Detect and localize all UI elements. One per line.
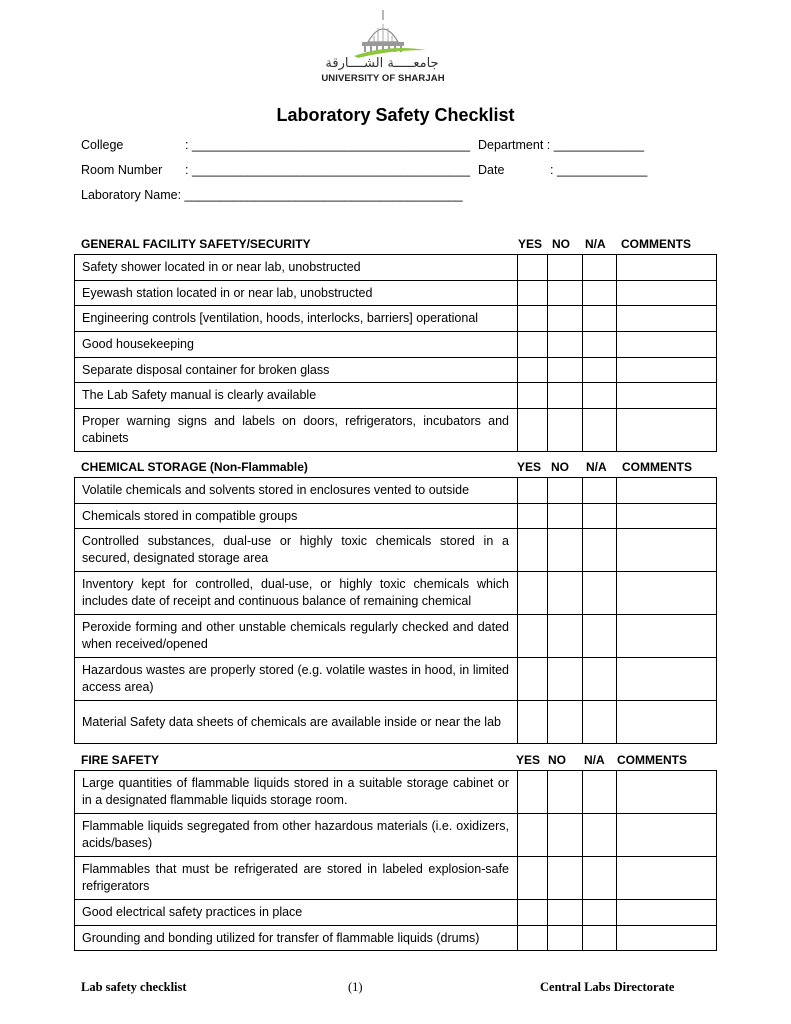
checklist-item: Separate disposal container for broken glass (75, 357, 518, 383)
col-no: NO (551, 460, 569, 474)
comments-cell[interactable] (617, 857, 717, 900)
table-row (75, 925, 717, 951)
na-checkbox[interactable] (583, 771, 617, 814)
yes-checkbox[interactable] (518, 503, 548, 529)
comments-cell[interactable] (617, 306, 717, 332)
checklist-item: Material Safety data sheets of chemicals are available inside or near the lab (75, 701, 518, 744)
yes-checkbox[interactable] (518, 900, 548, 926)
table-row (75, 658, 717, 701)
no-checkbox[interactable] (548, 771, 583, 814)
no-checkbox[interactable] (548, 701, 583, 744)
yes-checkbox[interactable] (518, 332, 548, 358)
na-checkbox[interactable] (583, 409, 617, 452)
checklist-item: Good housekeeping (75, 332, 518, 358)
department-field[interactable]: Department : _____________ (478, 138, 645, 152)
table-row (75, 280, 717, 306)
table-row (75, 900, 717, 926)
comments-cell[interactable] (617, 255, 717, 281)
na-checkbox[interactable] (583, 529, 617, 572)
comments-cell[interactable] (617, 572, 717, 615)
comments-cell[interactable] (617, 771, 717, 814)
col-yes: YES (517, 460, 542, 474)
yes-checkbox[interactable] (518, 529, 548, 572)
comments-cell[interactable] (617, 280, 717, 306)
table-row (75, 529, 717, 572)
comments-cell[interactable] (617, 615, 717, 658)
comments-cell[interactable] (617, 814, 717, 857)
yes-checkbox[interactable] (518, 478, 548, 504)
checklist-item: Engineering controls [ventilation, hoods, interlocks, barriers] operational (75, 306, 518, 332)
no-checkbox[interactable] (548, 615, 583, 658)
table-row (75, 332, 717, 358)
yes-checkbox[interactable] (518, 572, 548, 615)
no-checkbox[interactable] (548, 529, 583, 572)
table-row (75, 503, 717, 529)
no-checkbox[interactable] (548, 857, 583, 900)
checklist-item: Proper warning signs and labels on doors, refrigerators, incubators and cabinets (75, 409, 518, 452)
table-row (75, 857, 717, 900)
comments-cell[interactable] (617, 900, 717, 926)
footer-left: Lab safety checklist (81, 980, 187, 994)
no-checkbox[interactable] (548, 900, 583, 926)
checklist-item: Safety shower located in or near lab, unobstructed (75, 255, 518, 281)
section-title-fire: FIRE SAFETY (81, 753, 160, 767)
yes-checkbox[interactable] (518, 357, 548, 383)
no-checkbox[interactable] (548, 658, 583, 701)
page-title: Laboratory Safety Checklist (276, 105, 515, 125)
col-na: N/A (585, 237, 606, 251)
date-field[interactable]: : _____________ (550, 163, 648, 177)
yes-checkbox[interactable] (518, 771, 548, 814)
no-checkbox[interactable] (548, 503, 583, 529)
yes-checkbox[interactable] (518, 615, 548, 658)
yes-checkbox[interactable] (518, 925, 548, 951)
no-checkbox[interactable] (548, 409, 583, 452)
yes-checkbox[interactable] (518, 409, 548, 452)
yes-checkbox[interactable] (518, 701, 548, 744)
no-checkbox[interactable] (548, 306, 583, 332)
na-checkbox[interactable] (583, 306, 617, 332)
na-checkbox[interactable] (583, 383, 617, 409)
section-title-general: GENERAL FACILITY SAFETY/SECURITY (81, 237, 311, 251)
no-checkbox[interactable] (548, 478, 583, 504)
col-comments: COMMENTS (617, 753, 687, 767)
na-checkbox[interactable] (583, 925, 617, 951)
checklist-item: Good electrical safety practices in place (75, 900, 518, 926)
na-checkbox[interactable] (583, 478, 617, 504)
laboratory-name-field[interactable]: Laboratory Name: ________________________________________ (81, 188, 463, 202)
col-na: N/A (584, 753, 605, 767)
dome-icon (354, 10, 426, 58)
yes-checkbox[interactable] (518, 857, 548, 900)
comments-cell[interactable] (617, 503, 717, 529)
yes-checkbox[interactable] (518, 255, 548, 281)
comments-cell[interactable] (617, 332, 717, 358)
yes-checkbox[interactable] (518, 658, 548, 701)
checklist-item: Volatile chemicals and solvents stored in enclosures vented to outside (75, 478, 518, 504)
col-comments: COMMENTS (621, 237, 691, 251)
na-checkbox[interactable] (583, 701, 617, 744)
na-checkbox[interactable] (583, 503, 617, 529)
checklist-table-fire (74, 770, 717, 951)
comments-cell[interactable] (617, 357, 717, 383)
col-comments: COMMENTS (622, 460, 692, 474)
room-number-field[interactable]: : ________________________________________ (185, 163, 471, 177)
no-checkbox[interactable] (548, 572, 583, 615)
yes-checkbox[interactable] (518, 383, 548, 409)
no-checkbox[interactable] (548, 925, 583, 951)
checklist-item: Eyewash station located in or near lab, unobstructed (75, 280, 518, 306)
yes-checkbox[interactable] (518, 814, 548, 857)
comments-cell[interactable] (617, 478, 717, 504)
yes-checkbox[interactable] (518, 280, 548, 306)
table-row (75, 306, 717, 332)
comments-cell[interactable] (617, 925, 717, 951)
no-checkbox[interactable] (548, 357, 583, 383)
comments-cell[interactable] (617, 383, 717, 409)
checklist-item: The Lab Safety manual is clearly available (75, 383, 518, 409)
no-checkbox[interactable] (548, 814, 583, 857)
section-title-chemical: CHEMICAL STORAGE (Non-Flammable) (81, 460, 308, 474)
comments-cell[interactable] (617, 701, 717, 744)
checklist-item: Flammable liquids segregated from other hazardous materials (i.e. oxidizers, acids/bases) (75, 814, 518, 857)
na-checkbox[interactable] (583, 900, 617, 926)
checklist-item: Chemicals stored in compatible groups (75, 503, 518, 529)
date-label: Date (478, 163, 505, 177)
comments-cell[interactable] (617, 658, 717, 701)
checklist-item: Large quantities of flammable liquids stored in a suitable storage cabinet or in a designated flammable liquids storage room. (75, 771, 518, 814)
table-row (75, 357, 717, 383)
na-checkbox[interactable] (583, 255, 617, 281)
na-checkbox[interactable] (583, 357, 617, 383)
comments-cell[interactable] (617, 529, 717, 572)
na-checkbox[interactable] (583, 615, 617, 658)
checklist-item: Grounding and bonding utilized for transfer of flammable liquids (drums) (75, 925, 518, 951)
yes-checkbox[interactable] (518, 306, 548, 332)
col-yes: YES (518, 237, 543, 251)
college-label: College (81, 138, 124, 152)
na-checkbox[interactable] (583, 857, 617, 900)
no-checkbox[interactable] (548, 280, 583, 306)
table-row (75, 572, 717, 615)
table-row (75, 615, 717, 658)
table-row (75, 409, 717, 452)
checklist-item: Flammables that must be refrigerated are stored in labeled explosion-safe refrigerators (75, 857, 518, 900)
col-yes: YES (516, 753, 541, 767)
col-na: N/A (586, 460, 607, 474)
na-checkbox[interactable] (583, 658, 617, 701)
checklist-item: Peroxide forming and other unstable chemicals regularly checked and dated when received/opened (75, 615, 518, 658)
footer-right: Central Labs Directorate (540, 980, 675, 994)
checklist-table-general (74, 254, 717, 452)
logo-english-text: UNIVERSITY OF SHARJAH (321, 73, 445, 84)
col-no: NO (552, 237, 570, 251)
page-number: (1) (348, 980, 363, 994)
comments-cell[interactable] (617, 409, 717, 452)
checklist-table-chemical (74, 477, 717, 744)
na-checkbox[interactable] (583, 572, 617, 615)
na-checkbox[interactable] (583, 332, 617, 358)
no-checkbox[interactable] (548, 255, 583, 281)
table-row (75, 701, 717, 744)
checklist-item: Hazardous wastes are properly stored (e.g. volatile wastes in hood, in limited access area) (75, 658, 518, 701)
no-checkbox[interactable] (548, 332, 583, 358)
table-row (75, 478, 717, 504)
na-checkbox[interactable] (583, 814, 617, 857)
na-checkbox[interactable] (583, 280, 617, 306)
checklist-item: Inventory kept for controlled, dual-use, or highly toxic chemicals which includes date of receipt and continuous balance of remaining chemical (75, 572, 518, 615)
table-row (75, 383, 717, 409)
table-row (75, 771, 717, 814)
logo-arabic-text: جامعـــــة الشــــارقة (325, 56, 439, 71)
table-row (75, 255, 717, 281)
col-no: NO (548, 753, 566, 767)
room-number-label: Room Number (81, 163, 163, 177)
no-checkbox[interactable] (548, 383, 583, 409)
table-row (75, 814, 717, 857)
college-field[interactable]: : ________________________________________ (185, 138, 471, 152)
checklist-item: Controlled substances, dual-use or highly toxic chemicals stored in a secured, designated storage area (75, 529, 518, 572)
